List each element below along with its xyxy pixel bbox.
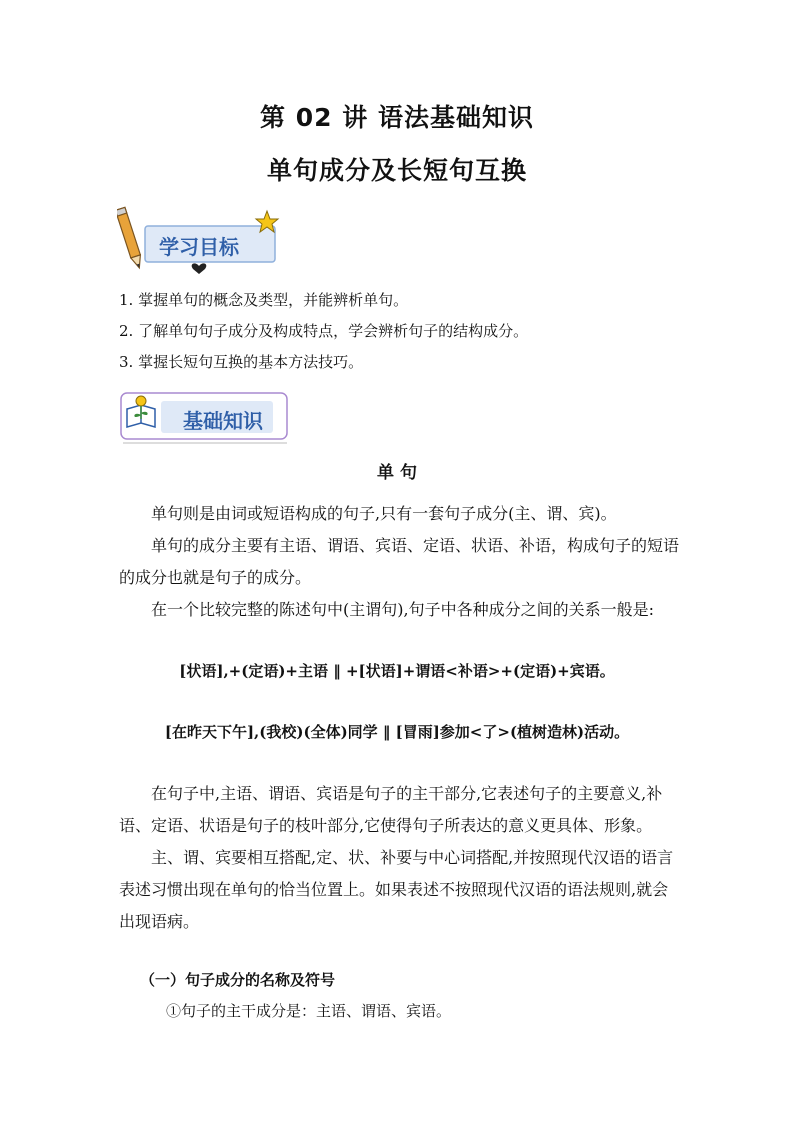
page-title: 第 02 讲 语法基础知识	[260, 103, 534, 132]
example-sentence: [在昨天下午],(我校)(全体)同学 ‖ [冒雨]参加<了>(植树造林)活动。	[164, 723, 630, 741]
structure-formula: [状语],+(定语)+主语 ‖ +[状语]+谓语<补语>+(定语)+宾语。	[179, 662, 615, 680]
paragraph: 主、谓、宾要相互搭配,定、状、补要与中心词搭配,并按照现代汉语的语言表述习惯出现在单句的恰当位置上。如果表述不按照现代汉语的语法规则,就会出现语病。	[119, 848, 674, 931]
basics-banner-label: 基础知识	[183, 409, 263, 433]
paragraph: 在句子中,主语、谓语、宾语是句子的主干部分,它表述句子的主要意义,补语、定语、状语是句子的枝叶部分,它使得句子所表达的意义更具体、形象。	[119, 784, 663, 835]
objective-item: 2. 了解单句句子成分及构成特点，学会辨析句子的结构成分。	[119, 322, 529, 340]
section-title: 单 句	[377, 463, 417, 483]
point-item: ①句子的主干成分是：主语、谓语、宾语。	[166, 1002, 452, 1020]
objective-item: 3. 掌握长短句互换的基本方法技巧。	[119, 353, 364, 371]
subheading: （一）句子成分的名称及符号	[140, 971, 336, 989]
paragraph: 单句则是由词或短语构成的句子,只有一套句子成分(主、谓、宾)。	[151, 504, 617, 523]
basics-banner	[117, 389, 292, 445]
objectives-banner	[117, 203, 282, 275]
paragraph: 单句的成分主要有主语、谓语、宾语、定语、状语、补语，构成句子的短语的成分也就是句子的成分。	[119, 536, 680, 587]
paragraph: 在一个比较完整的陈述句中(主谓句),句子中各种成分之间的关系一般是:	[151, 600, 654, 619]
objective-item: 1. 掌握单句的概念及类型，并能辨析单句。	[119, 291, 409, 309]
page-subtitle: 单句成分及长短句互换	[266, 156, 527, 185]
objectives-banner-label: 学习目标	[159, 235, 239, 259]
